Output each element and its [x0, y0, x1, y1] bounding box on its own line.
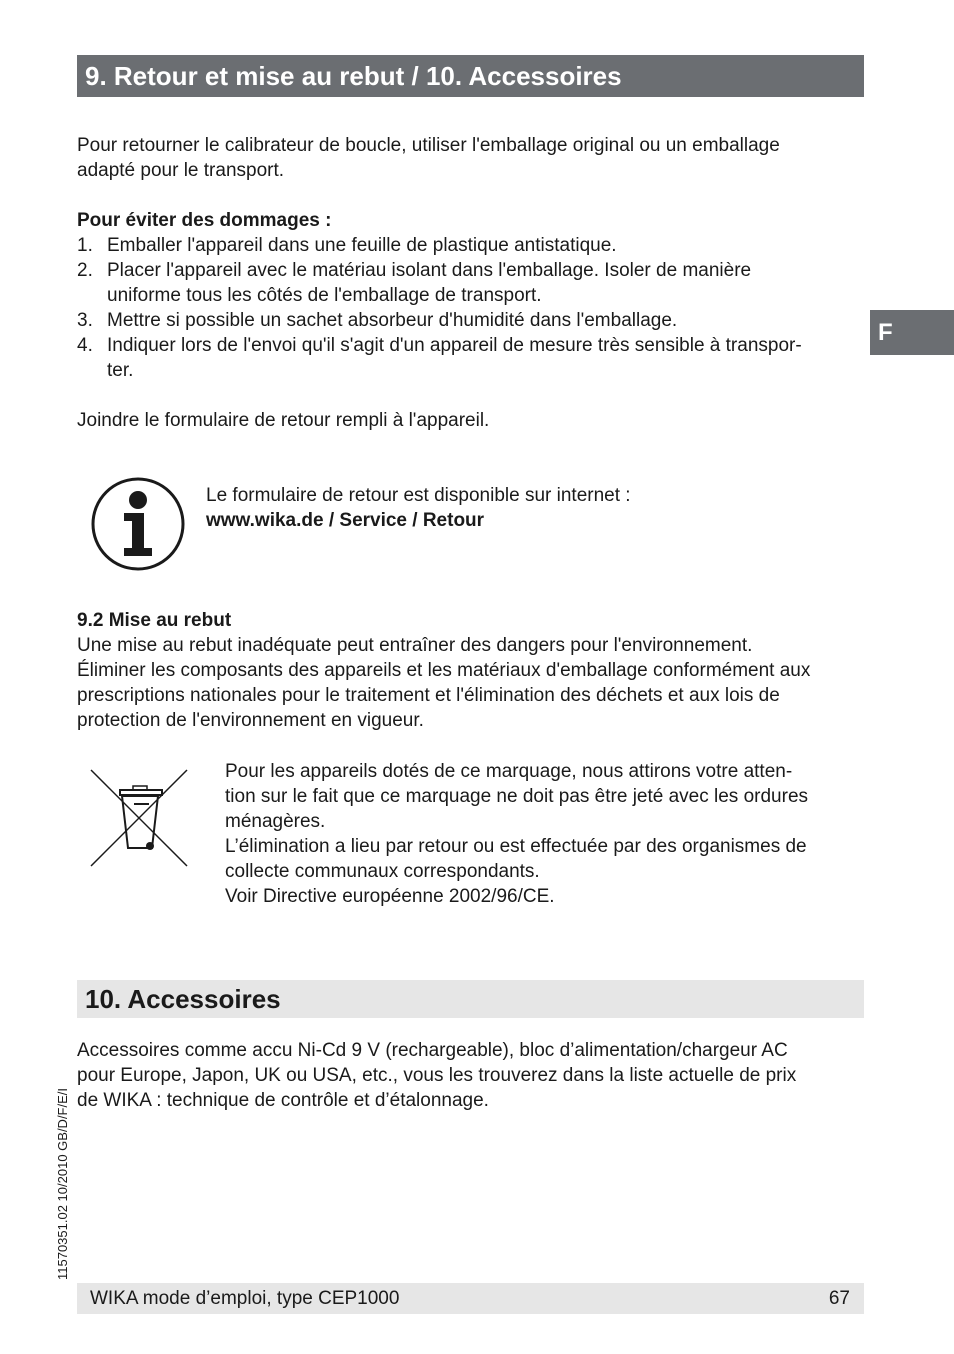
disposal-line: protection de l'environnement en vigueur.: [77, 710, 424, 731]
list-item-line: ter.: [107, 360, 134, 381]
document-code: 11570351.02 10/2010 GB/D/F/E/I: [55, 1087, 70, 1280]
info-text: Le formulaire de retour est disponible sur internet :: [206, 485, 631, 506]
footer-manual-title: WIKA mode d’emploi, type CEP1000: [90, 1288, 400, 1309]
crossed-out-wheelie-bin-icon: [89, 768, 189, 868]
intro-line: adapté pour le transport.: [77, 160, 285, 181]
section-10-title: 10. Accessoires: [77, 980, 864, 1018]
list-item: [77, 258, 867, 308]
weee-note: [225, 759, 865, 909]
disposal-heading: 9.2 Mise au rebut: [77, 610, 232, 631]
intro-paragraph: [77, 133, 877, 183]
list-item: [77, 233, 867, 258]
list-item: [77, 333, 867, 383]
accessories-paragraph: [77, 1038, 877, 1113]
list-item-number: 4.: [77, 335, 93, 356]
language-tab: F: [870, 310, 954, 355]
list-item-text: [107, 308, 677, 333]
weee-line: collecte communaux correspondants.: [225, 861, 540, 882]
list-item-text: [107, 333, 802, 383]
damage-heading: Pour éviter des dommages :: [77, 210, 332, 231]
accessories-line: pour Europe, Japon, UK ou USA, etc., vous les trouverez dans la liste actuelle de prix: [77, 1065, 797, 1086]
page-footer: [77, 1283, 864, 1314]
info-icon: [90, 476, 186, 572]
info-link[interactable]: www.wika.de / Service / Retour: [206, 510, 485, 531]
accessories-line: de WIKA : technique de contrôle et d’étalonnage.: [77, 1090, 489, 1111]
weee-line: tion sur le fait que ce marquage ne doit pas être jeté avec les ordures: [225, 786, 809, 807]
damage-steps-list: [77, 233, 867, 383]
weee-line: Voir Directive européenne 2002/96/CE.: [225, 886, 555, 907]
list-item-line: Emballer l'appareil dans une feuille de plastique antistatique.: [107, 235, 617, 256]
page-number: 67: [828, 1288, 850, 1309]
list-item-number: 2.: [77, 260, 93, 281]
weee-line: Pour les appareils dotés de ce marquage, nous attirons votre atten-: [225, 761, 793, 782]
list-item-number: 3.: [77, 310, 93, 331]
weee-line: ménagères.: [225, 811, 326, 832]
list-item-line: uniforme tous les côtés de l'emballage de transport.: [107, 285, 542, 306]
list-item: [77, 308, 867, 333]
disposal-line: Une mise au rebut inadéquate peut entraîner des dangers pour l'environnement.: [77, 635, 753, 656]
list-item-line: Indiquer lors de l'envoi qu'il s'agit d'un appareil de mesure très sensible à transpor-: [107, 335, 802, 356]
list-item-line: Mettre si possible un sachet absorbeur d'humidité dans l'emballage.: [107, 310, 678, 331]
info-note: [206, 483, 631, 533]
intro-line: Pour retourner le calibrateur de boucle, utiliser l'emballage original ou un emballage: [77, 135, 780, 156]
disposal-line: prescriptions nationales pour le traitement et l'élimination des déchets et aux lois de: [77, 685, 780, 706]
weee-line: L’élimination a lieu par retour ou est effectuée par des organismes de: [225, 836, 807, 857]
list-item-line: Placer l'appareil avec le matériau isolant dans l'emballage. Isoler de manière: [107, 260, 752, 281]
section-9-title: 9. Retour et mise au rebut / 10. Accessoires: [77, 55, 864, 97]
accessories-line: Accessoires comme accu Ni-Cd 9 V (rechargeable), bloc d’alimentation/chargeur AC: [77, 1040, 788, 1061]
disposal-line: Éliminer les composants des appareils et les matériaux d'emballage conformément aux: [77, 660, 811, 681]
list-item-text: [107, 233, 617, 258]
disposal-paragraph: [77, 633, 877, 733]
list-item-number: 1.: [77, 235, 93, 256]
list-item-text: [107, 258, 751, 308]
attach-form-text: Joindre le formulaire de retour rempli à l'appareil.: [77, 410, 490, 431]
